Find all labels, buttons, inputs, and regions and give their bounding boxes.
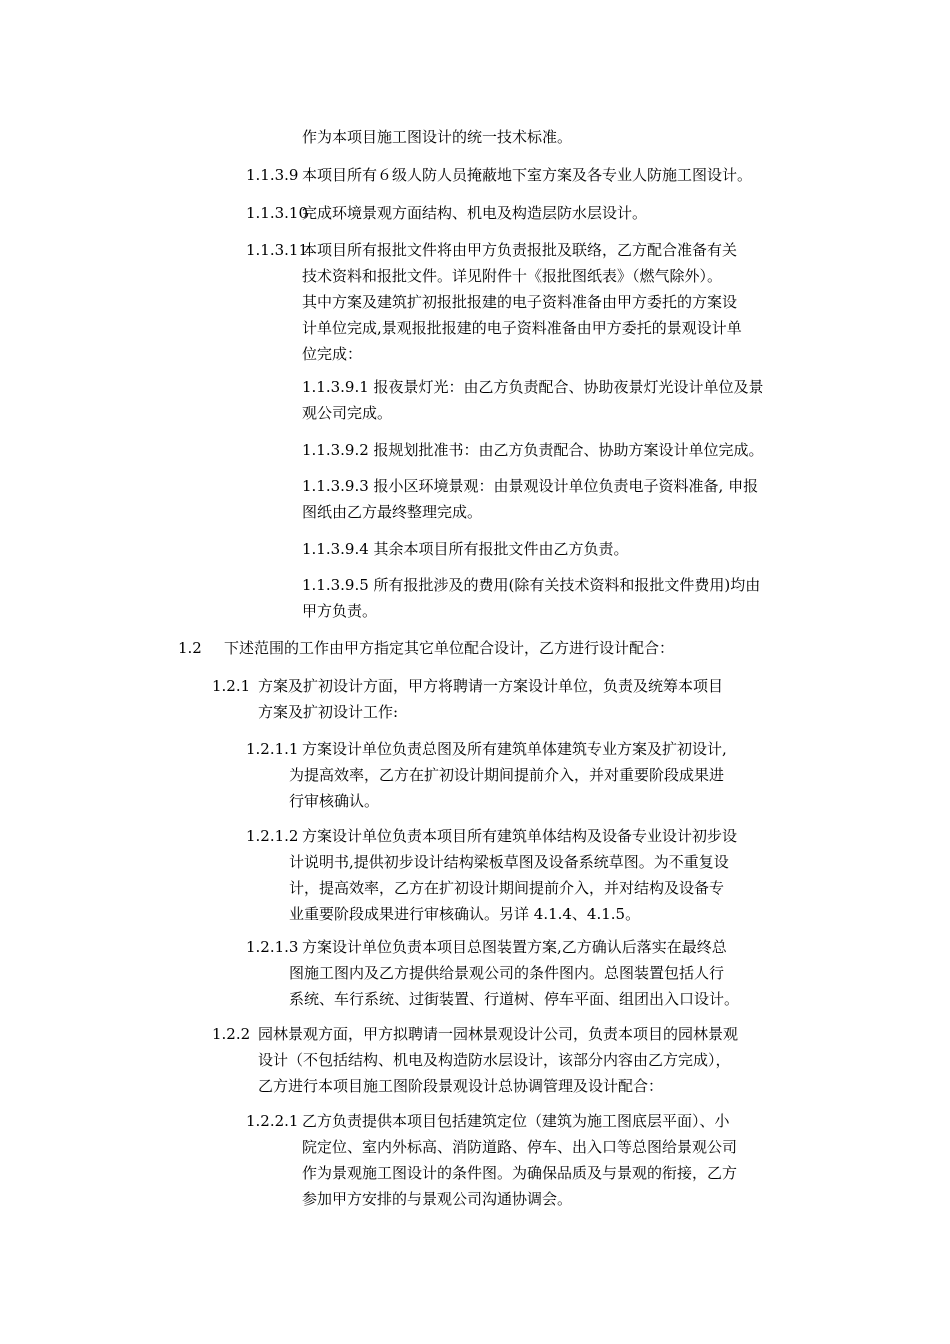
paragraph-1138-continuation [302, 124, 572, 150]
section-number: 1.2.2 [212, 1025, 251, 1043]
paragraph-line: 院定位、室内外标高、消防道路、停车、出入口等总图给景观公司 [302, 1138, 738, 1156]
item-1212-cont [289, 849, 729, 927]
section-text: 下述范围的工作由甲方指定其它单位配合设计，乙方进行设计配合： [224, 639, 675, 657]
paragraph-line: 方案及扩初设计工作: [258, 703, 399, 721]
paragraph-line: 为提高效率，乙方在扩初设计期间提前介入，并对重要阶段成果进 [289, 766, 725, 784]
paragraph-line: 其中方案及建筑扩初报批报建的电子资料准备由甲方委托的方案设 [302, 293, 738, 311]
item-1213-cont [289, 960, 739, 1012]
section-number: 1.1.3.11 [246, 241, 309, 259]
paragraph-line: 1.1.3.9.3 报小区环境景观：由景观设计单位负责电子资料准备, 申报 [302, 477, 759, 495]
paragraph-line: 1.1.3.9.1 报夜景灯光：由乙方负责配合、协助夜景灯光设计单位及景 [302, 378, 764, 396]
paragraph-text: 完成环境景观方面结构、机电及构造层防水层设计。 [302, 204, 648, 222]
paragraph-line: 计，提高效率，乙方在扩初设计期间提前介入，并对结构及设备专 [289, 879, 725, 897]
item-1212 [246, 823, 737, 849]
paragraph-text: 作为本项目施工图设计的统一技术标准。 [302, 128, 573, 146]
sub-item-11394 [302, 536, 629, 562]
paragraph-text: 方案设计单位负责总图及所有建筑单体建筑专业方案及扩初设计, [302, 740, 727, 758]
sub-item-11393 [302, 473, 758, 525]
sub-item-11391 [302, 374, 764, 426]
item-1221 [246, 1108, 730, 1134]
paragraph-text: 方案设计单位负责本项目总图装置方案,乙方确认后落实在最终总 [302, 938, 727, 956]
paragraph-text: 本项目所有报批文件将由甲方负责报批及联络，乙方配合准备有关 [302, 241, 738, 259]
section-number: 1.2.1.3 [246, 938, 299, 956]
paragraph-line: 图纸由乙方最终整理完成。 [302, 503, 483, 521]
paragraph-line: 计单位完成,景观报批报建的电子资料准备由甲方委托的景观设计单 [302, 319, 742, 337]
section-12 [178, 635, 674, 661]
section-number: 1.2 [178, 639, 202, 657]
item-1211-cont [289, 762, 724, 814]
paragraph-line: 位完成： [302, 345, 363, 363]
paragraph-line: 行审核确认。 [289, 792, 380, 810]
sub-item-11395 [302, 572, 760, 624]
sub-item-11392 [302, 437, 764, 463]
paragraph-text: 本项目所有６级人防人员掩蔽地下室方案及各专业人防施工图设计。 [302, 166, 753, 184]
paragraph-line: 1.1.3.9.5 所有报批涉及的费用(除有关技术资料和报批文件费用)均由 [302, 576, 761, 594]
section-121 [212, 673, 723, 699]
paragraph-line: 乙方进行本项目施工图阶段景观设计总协调管理及设计配合： [258, 1077, 664, 1095]
paragraph-line: 业重要阶段成果进行审核确认。另详 4.1.4、4.1.5。 [289, 905, 641, 923]
paragraph-line: 图施工图内及乙方提供给景观公司的条件图内。总图装置包括人行 [289, 964, 725, 982]
section-122-cont [258, 1047, 731, 1099]
paragraph-line: 设计（不包括结构、机电及构造防水层设计，该部分内容由乙方完成）， [258, 1051, 731, 1069]
paragraph-1139 [246, 162, 752, 188]
section-number: 1.2.1.2 [246, 827, 299, 845]
section-number: 1.2.1.1 [246, 740, 299, 758]
paragraph-11310 [246, 200, 647, 226]
section-121-cont [258, 699, 398, 725]
paragraph-line: 1.1.3.9.2 报规划批准书：由乙方负责配合、协助方案设计单位完成。 [302, 441, 764, 459]
paragraph-line: 技术资料和报批文件。详见附件十《报批图纸表》（燃气除外）。 [302, 267, 723, 285]
section-number: 1.2.1 [212, 677, 251, 695]
paragraph-text: 乙方负责提供本项目包括建筑定位（建筑为施工图底层平面）、小 [302, 1112, 730, 1130]
section-122 [212, 1021, 738, 1047]
paragraph-line: 甲方负责。 [302, 602, 378, 620]
paragraph-line: 参加甲方安排的与景观公司沟通协调会。 [302, 1190, 573, 1208]
paragraph-line: 计说明书,提供初步设计结构梁板草图及设备系统草图。为不重复设 [289, 853, 729, 871]
section-number: 1.1.3.10 [246, 204, 309, 222]
paragraph-11311 [246, 237, 737, 263]
item-1221-cont [302, 1134, 737, 1212]
paragraph-text: 方案设计单位负责本项目所有建筑单体结构及设备专业设计初步设 [302, 827, 738, 845]
section-number: 1.2.2.1 [246, 1112, 299, 1130]
paragraph-text: 方案及扩初设计方面，甲方将聘请一方案设计单位，负责及统筹本项目 [258, 677, 724, 695]
section-number: 1.1.3.9 [246, 166, 299, 184]
paragraph-line: 系统、车行系统、过街装置、行道树、停车平面、组团出入口设计。 [289, 990, 740, 1008]
paragraph-line: 作为景观施工图设计的条件图。为确保品质及与景观的衔接，乙方 [302, 1164, 738, 1182]
paragraph-11311-cont [302, 263, 742, 367]
paragraph-line: 1.1.3.9.4 其余本项目所有报批文件由乙方负责。 [302, 540, 629, 558]
item-1211 [246, 736, 727, 762]
paragraph-line: 观公司完成。 [302, 404, 393, 422]
paragraph-text: 园林景观方面，甲方拟聘请一园林景观设计公司，负责本项目的园林景观 [258, 1025, 739, 1043]
item-1213 [246, 934, 727, 960]
